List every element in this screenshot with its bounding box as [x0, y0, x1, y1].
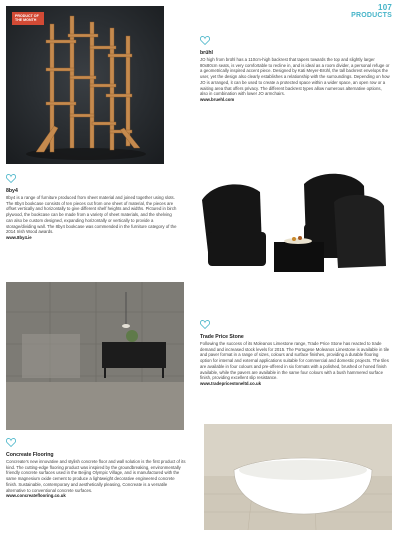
- article-link[interactable]: www.concreateflooring.co.uk: [6, 493, 66, 499]
- concrete-room-image: [6, 282, 184, 430]
- article-title: Trade Price Stone: [200, 334, 244, 340]
- concrete-room-photo: [6, 282, 184, 430]
- page-number: 107: [378, 3, 392, 12]
- heart-icon: [200, 36, 210, 45]
- article-title: 8by4: [6, 188, 18, 194]
- product-of-the-month-badge: PRODUCT OF THE MONTH: [12, 12, 44, 25]
- heart-icon: [200, 320, 210, 329]
- chairs-image: [184, 162, 394, 294]
- article-link[interactable]: www.bruehl.com: [200, 96, 235, 102]
- article-link[interactable]: www.tradepricestoneltd.co.uk: [200, 380, 261, 386]
- article-body: Following the success of its Moleanos Limestone range, Trade Price Stone has reacted to trade demand and increased stock levels for 2015. The Portugese Moleanos Limestone is available in tile and paver format in a range of sizes, colours and surface finishes, providing a durable flooring option for internal and external applications suitable for commercial and domestic projects. The tiles are available in four colours and pre-offered in six formats with a polished, brushed or honed finish available, while the pavers are available in the same four colours with a bush hammered surface finish, providing excellent slip resistance.: [200, 341, 390, 381]
- article-title: Concreate Flooring: [6, 452, 54, 458]
- article-body: 8by4 is a range of furniture produced from sheet material and joined together using slots. The 8by4 bookcase consists of ten pieces cut from one sheet of material, the pieces are offset vertically and horizontally to give different shelf heights and widths. Pictured in birch plywood, the bookcase can be made from a variety of sheet materials, and the shelving can also be custom designed, expanding horizontally or vertically to provide a storage/dividing wall. The 8by4 bookcase was commended in the furniture category of the 2014 Irish Wood awards.: [6, 195, 177, 235]
- page-header: [351, 4, 392, 19]
- section-label: PRODUCTS: [351, 12, 392, 19]
- heart-icon: [6, 438, 16, 447]
- article-concreate: [6, 434, 186, 499]
- article-body: Concreate's new innovative and stylish concrete floor and wall solution is the first product of its kind. The cutting-edge flooring product was inspired by the groundbreaking, environmentally friendly concrete surfaces used in the Beijing Olympic Village, and is manufactured with the same magnesium oxide cement to produce a lightweight decorative engineered concrete finish. Sustainable, contemporary and aesthetically pleasing, Concreate is a versatile alternative to conventional concrete surfaces.: [6, 459, 186, 493]
- article-link[interactable]: www.8by4.ie: [6, 234, 32, 240]
- bookcase-image: [6, 6, 164, 164]
- bathtub-image: [204, 424, 392, 530]
- heart-icon: [6, 174, 16, 183]
- article-trade-price-stone: [200, 316, 390, 387]
- bookcase-photo: [6, 6, 164, 164]
- chairs-photo: [184, 162, 394, 294]
- article-body: JO high from brühl has a 110cm-high backrest that tapers towards the top and slightly larger 80x80cm seats, is very comfortable to recline in, and is ideal as a room divider, a personal refuge or a geometrically inspired accent piece. Designed by Kati Meyer-Brühl, the tall backrest envelops the user, yet the design also clearly establishes a relationship with the surroundings. Depending on how JO is arranged, it can be used to create a protected space within a wider space, an open row or a waiting area that offers privacy. The different backrest types allow numerous alternative options, also in combination with lower JO armchairs.: [200, 57, 390, 97]
- article-bruhl: [200, 32, 390, 103]
- article-8by4: [6, 170, 178, 241]
- article-title: brühl: [200, 50, 213, 56]
- bathtub-photo: [204, 424, 392, 530]
